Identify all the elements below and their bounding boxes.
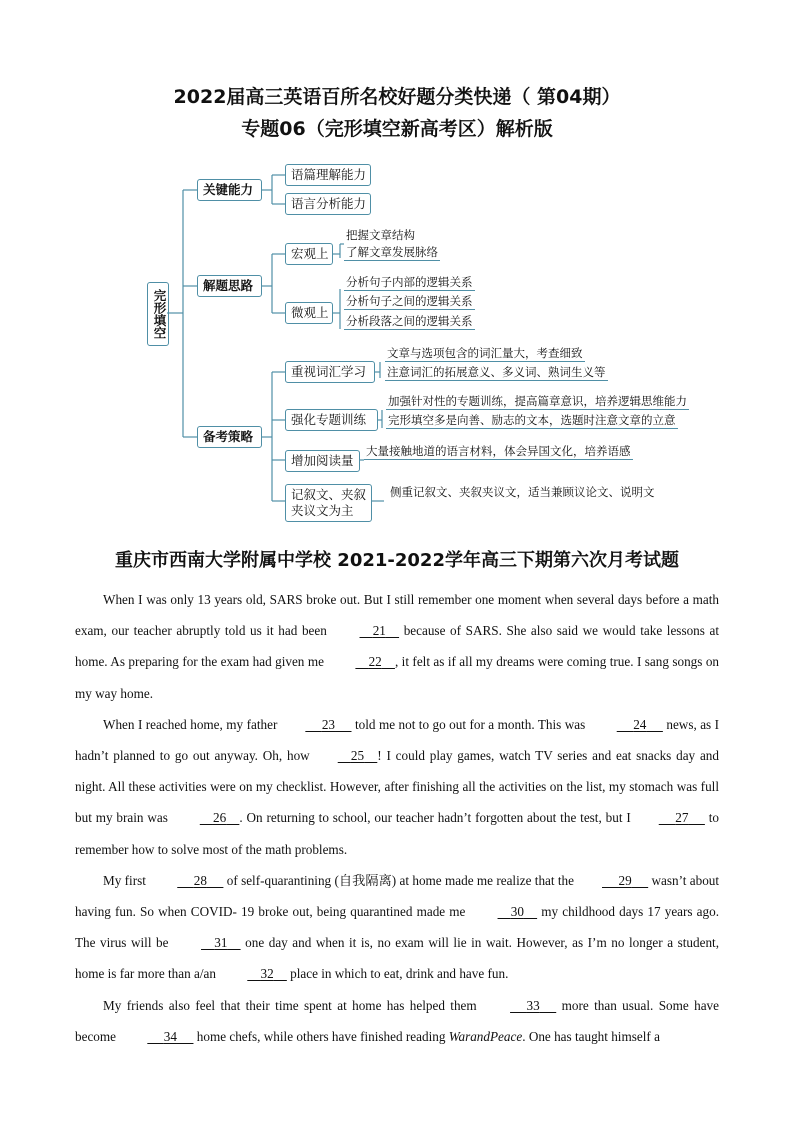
branch-key-abilities: 关键能力 (197, 179, 262, 201)
blank-27[interactable]: 27 (675, 810, 689, 826)
node-genre (285, 484, 372, 522)
text: home chefs, while others have finished reading (196, 1028, 446, 1044)
text: When I reached home, my father (103, 716, 278, 732)
node-micro: 微观上 (285, 302, 333, 324)
text: news, as I hadn’t planned to go out anyway. Oh, how (75, 716, 720, 764)
branch-solving-approach: 解题思路 (197, 275, 262, 297)
exam-title: 重庆市西南大学附属中学校 2021-2022学年高三下期第六次月考试题 (115, 550, 679, 571)
text: one day and when it is, no exam will lie in wait. However, as I’m no longer a student, home is far more than a/an (75, 935, 720, 982)
text: of self-quarantining (自我隔离) at home made me realize that the (226, 872, 574, 888)
node-vocab: 重视词汇学习 (285, 361, 375, 383)
node-genre-line2: 夹议文为主 (291, 503, 354, 518)
text: When I was only 13 years old, SARS broke out. But I still remember one moment when several days before a math exam, our teacher abruptly told us it had been (75, 592, 719, 639)
blank-30[interactable]: 30 (510, 904, 524, 920)
node-training: 强化专题训练 (285, 409, 378, 431)
node-macro: 宏观上 (285, 243, 333, 265)
paragraph-1 (75, 584, 719, 709)
text: My friends also feel that their time spent at home has helped them (103, 997, 477, 1013)
leaf-vocab-2: 注意词汇的拓展意义、多义词、熟词生义等 (387, 365, 606, 379)
node-reading: 增加阅读量 (285, 450, 360, 472)
text: place in which to eat, drink and have fun. (290, 966, 509, 982)
text: ! I could play games, watch TV series and eat snacks day and night. All these activities were on my checklist. However, after finishing all the activities on the list, my stomach was full but my brain was (75, 748, 719, 826)
blank-29[interactable]: 29 (618, 872, 632, 888)
blank-34[interactable]: 34 (163, 1028, 177, 1044)
node-language-analysis: 语言分析能力 (285, 193, 371, 215)
blank-21[interactable]: 21 (372, 623, 386, 639)
leaf-macro-2: 了解文章发展脉络 (346, 245, 438, 259)
leaf-genre-1: 侧重记叙文、夹叙夹议文，适当兼顾议论文、说明文 (390, 485, 655, 499)
text: because of SARS. She also said we would take lessons at home. As preparing for the exam had given me (75, 623, 720, 670)
text: , it felt as if all my dreams were coming true. I sang songs on my way home. (75, 654, 720, 701)
leaf-micro-3: 分析段落之间的逻辑关系 (346, 314, 473, 328)
blank-25[interactable]: 25 (350, 748, 365, 764)
paragraph-4 (75, 990, 719, 1052)
blank-33[interactable]: 33 (526, 997, 540, 1013)
leaf-training-1: 加强针对性的专题训练，提高篇章意识，培养逻辑思维能力 (388, 394, 687, 408)
text: wasn’t about having fun. So when COVID- 19 broke out, being quarantined made me (75, 872, 720, 920)
text: My first (103, 872, 146, 888)
node-discourse-comprehension: 语篇理解能力 (285, 164, 371, 186)
text: more than usual. Some have become (75, 997, 720, 1044)
cloze-passage (75, 584, 719, 1052)
leaf-macro-1: 把握文章结构 (346, 228, 415, 242)
blank-24[interactable]: 24 (633, 716, 647, 732)
blank-28[interactable]: 28 (193, 872, 207, 888)
blank-32[interactable]: 32 (260, 966, 274, 982)
blank-26[interactable]: 26 (212, 810, 227, 826)
text: told me not to go out for a month. This was (354, 716, 586, 732)
blank-31[interactable]: 31 (214, 935, 228, 951)
leaf-vocab-1: 文章与选项包含的词汇量大，考查细致 (387, 346, 583, 360)
leaf-micro-1: 分析句子内部的逻辑关系 (346, 275, 473, 289)
paragraph-2 (75, 709, 719, 865)
book-title: WarandPeace (448, 1028, 523, 1044)
document-subtitle: 专题06（完形填空新高考区）解析版 (241, 118, 553, 140)
text: my childhood days 17 years ago. The virus will be (75, 904, 720, 951)
leaf-training-2: 完形填空多是向善、励志的文本，选题时注意文章的立意 (388, 413, 676, 427)
blank-22[interactable]: 22 (368, 654, 382, 670)
leaf-reading-1: 大量接触地道的语言材料，体会异国文化，培养语感 (366, 444, 631, 458)
leaf-micro-2: 分析句子之间的逻辑关系 (346, 294, 473, 308)
mindmap-root: 完形填空 (147, 282, 169, 346)
text: . On returning to school, our teacher hadn’t forgotten about the test, but I (239, 810, 631, 826)
node-genre-line1: 记叙文、夹叙 (291, 487, 367, 502)
blank-23[interactable]: 23 (321, 716, 336, 732)
paragraph-3 (75, 865, 719, 990)
text: to remember how to solve most of the math problems. (75, 810, 720, 857)
text: . One has taught himself a (522, 1028, 660, 1044)
branch-prep-strategy: 备考策略 (197, 426, 262, 448)
document-title: 2022届高三英语百所名校好题分类快递（ 第04期） (173, 86, 621, 108)
